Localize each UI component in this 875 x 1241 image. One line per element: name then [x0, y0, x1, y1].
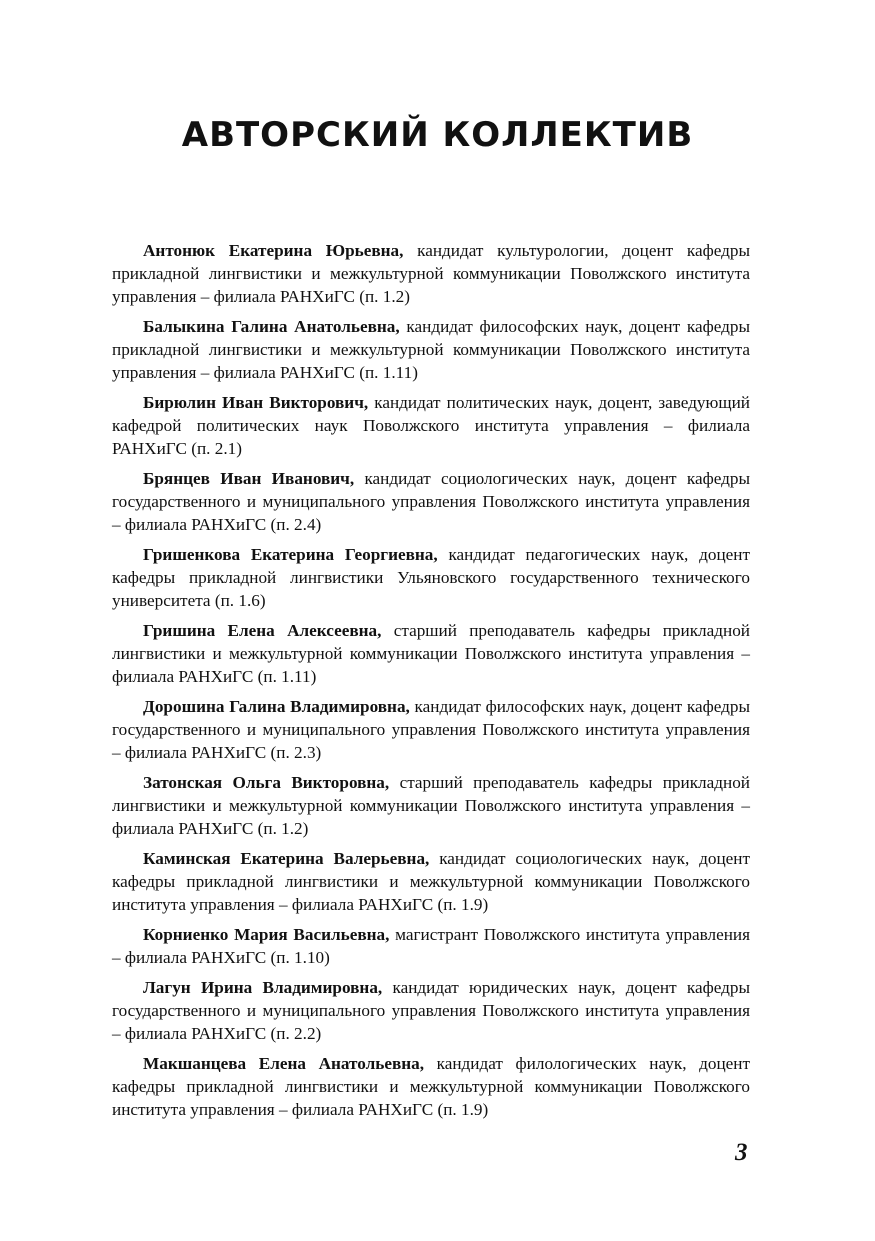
author-name: Лагун Ирина Владимировна,	[143, 978, 383, 997]
author-description: кандидат юридических наук, доцент кафедры государственного и муниципального управления Поволжского института управления – филиала РАНХиГС (п. 2.2)	[112, 978, 750, 1043]
author-entry	[112, 923, 750, 969]
author-entry	[112, 239, 750, 308]
author-entry	[112, 467, 750, 536]
author-description: кандидат философских наук, доцент кафедры государственного и муниципального управления Поволжского института управления – филиала РАНХиГС (п. 2.3)	[112, 697, 751, 762]
author-name: Балыкина Галина Анатольевна,	[143, 317, 400, 336]
author-name: Макшанцева Елена Анатольевна,	[143, 1054, 425, 1073]
author-description: старший преподаватель кафедры прикладной лингвистики и межкультурной коммуникации Поволжского института управления – филиала РАНХиГС (п. 1.2)	[112, 773, 750, 838]
page-number: 3	[735, 1139, 748, 1166]
author-description: кандидат социологических наук, доцент кафедры прикладной лингвистики и межкультурной коммуникации Поволжского института управления – филиала РАНХиГС (п. 1.9)	[112, 849, 751, 914]
author-name: Бирюлин Иван Викторович,	[143, 393, 369, 412]
author-entry	[112, 695, 750, 764]
author-list	[112, 239, 750, 1128]
author-entry	[112, 391, 750, 460]
author-description: кандидат культурологии, доцент кафедры прикладной лингвистики и межкультурной коммуникации Поволжского института управления – филиала РАНХиГС (п. 1.2)	[112, 241, 750, 306]
author-name: Дорошина Галина Владимировна,	[143, 697, 410, 716]
author-name: Затонская Ольга Викторовна,	[143, 773, 390, 792]
author-entry	[112, 1052, 750, 1121]
author-entry	[112, 847, 750, 916]
author-entry	[112, 315, 750, 384]
author-description: кандидат социологических наук, доцент кафедры государственного и муниципального управления Поволжского института управления – филиала РАНХиГС (п. 2.4)	[112, 469, 750, 534]
page-title: АВТОРСКИЙ КОЛЛЕКТИВ	[181, 115, 694, 155]
author-entry	[112, 619, 750, 688]
author-description: кандидат политических наук, доцент, заведующий кафедрой политических наук Поволжского института управления – филиала РАНХиГС (п. 2.1)	[112, 393, 751, 458]
author-description: кандидат филологических наук, доцент кафедры прикладной лингвистики и межкультурной коммуникации Поволжского института управления – филиала РАНХиГС (п. 1.9)	[112, 1054, 750, 1119]
author-name: Антонюк Екатерина Юрьевна,	[143, 241, 404, 260]
author-name: Корниенко Мария Васильевна,	[143, 925, 390, 944]
author-entry	[112, 771, 750, 840]
author-entry	[112, 543, 750, 612]
author-description: кандидат педагогических наук, доцент кафедры прикладной лингвистики Ульяновского государственного технического университета (п. 1.6)	[112, 545, 750, 610]
author-description: кандидат философских наук, доцент кафедры прикладной лингвистики и межкультурной коммуникации Поволжского института управления – филиала РАНХиГС (п. 1.11)	[112, 317, 750, 382]
author-entry	[112, 976, 750, 1045]
author-name: Брянцев Иван Иванович,	[143, 469, 355, 488]
author-name: Каминская Екатерина Валерьевна,	[143, 849, 430, 868]
author-name: Гришенкова Екатерина Георгиевна,	[143, 545, 438, 564]
author-description: старший преподаватель кафедры прикладной лингвистики и межкультурной коммуникации Поволжского института управления – филиала РАНХиГС (п. 1.11)	[112, 621, 750, 686]
author-description: магистрант Поволжского института управления – филиала РАНХиГС (п. 1.10)	[112, 925, 750, 967]
author-name: Гришина Елена Алексеевна,	[143, 621, 382, 640]
